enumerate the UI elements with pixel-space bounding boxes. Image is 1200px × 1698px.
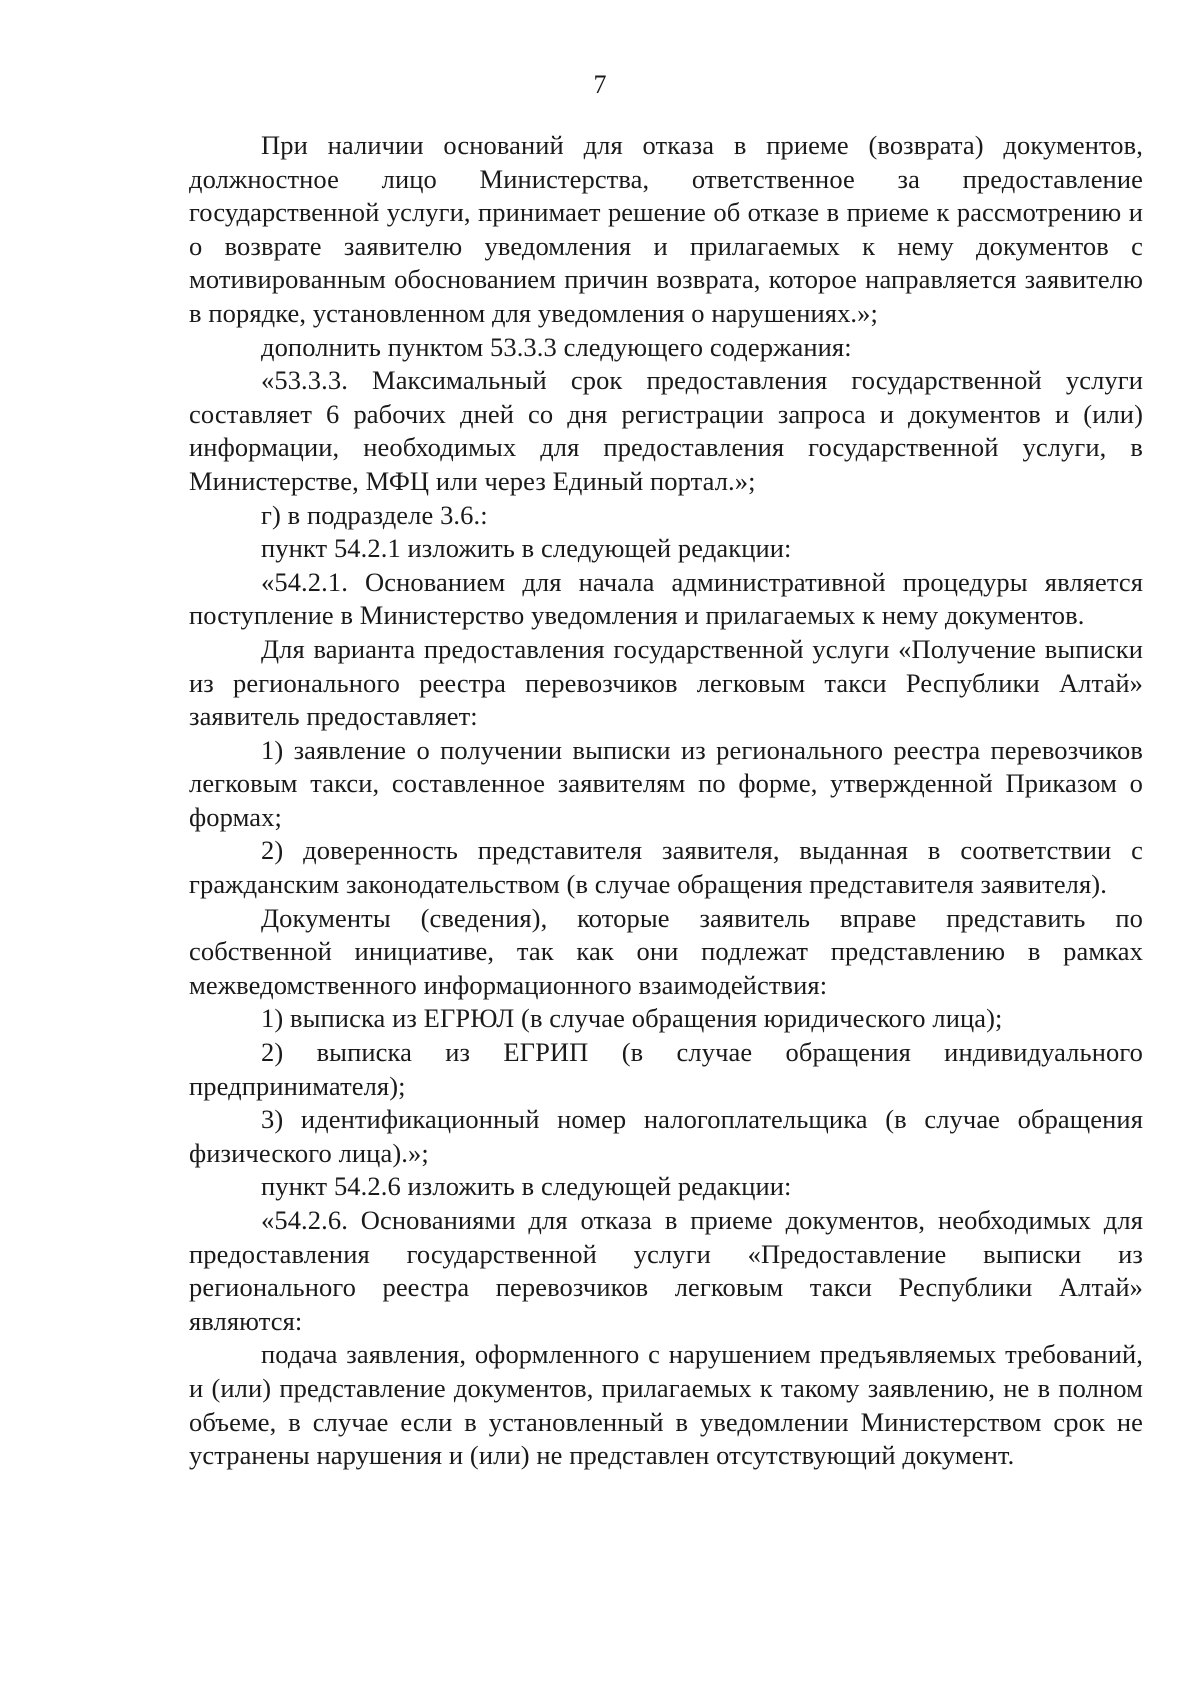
list-item-egrul: 1) выписка из ЕГРЮЛ (в случае обращения юридического лица); [261,1003,1003,1034]
paragraph-54-2-1-intro: пункт 54.2.1 изложить в следующей редакции: [261,533,792,564]
list-item-power-of-attorney: 2) доверенность представителя заявителя, выданная в соответствии с гражданским законодательством (в случае обращения представителя заявителя). [189,835,1143,900]
paragraph-refusal-grounds: При наличии оснований для отказа в приеме (возврата) документов, должностное лицо Министерства, ответственное за предоставление государственной услуги, принимает решение об отказе в приеме к рассмотрению и о возврате заявителю уведомления и прилагаемых к нему документов с мотивированным обоснованием причин возврата, которое направляется заявителю в порядке, установленном для уведомления о нарушениях.»; [189,130,1143,328]
paragraph-54-2-1: «54.2.1. Основанием для начала административной процедуры является поступление в Министерство уведомления и прилагаемых к нему документов. [189,566,1143,631]
paragraph-54-2-6: «54.2.6. Основаниями для отказа в приеме документов, необходимых для предоставления государственной услуги «Предоставление выписки из регионального реестра перевозчиков легковым такси Республики Алтай» являются: [189,1205,1143,1336]
page-number: 7 [593,70,607,99]
document-body [189,129,1143,1473]
paragraph-variant-intro: Для варианта предоставления государственной услуги «Получение выписки из регионального реестра перевозчиков легковым такси Республики Алтай» заявитель предоставляет: [189,633,1143,732]
paragraph-subsection-3-6: г) в подразделе 3.6.: [261,499,488,530]
list-item-inn: 3) идентификационный номер налогоплательщика (в случае обращения физического лица).»; [189,1104,1143,1168]
paragraph-54-2-6-intro: пункт 54.2.6 изложить в следующей редакции: [261,1171,792,1202]
list-item-egrip: 2) выписка из ЕГРИП (в случае обращения индивидуального предпринимателя); [189,1037,1143,1101]
paragraph-submission-violation: подача заявления, оформленного с нарушением предъявляемых требований, и (или) представление документов, прилагаемых к такому заявлению, не в полном объеме, в случае если в установленный в уведомлении Министерством срок не устранены нарушения и (или) не представлен отсутствующий документ. [189,1339,1143,1471]
paragraph-add-53-3-3: дополнить пунктом 53.3.3 следующего содержания: [261,331,852,362]
list-item-application: 1) заявление о получении выписки из регионального реестра перевозчиков легковым такси, составленное заявителям по форме, утвержденной Приказом о формах; [189,734,1143,832]
paragraph-documents-own-initiative: Документы (сведения), которые заявитель вправе представить по собственной инициативе, так как они подлежат представлению в рамках межведомственного информационного взаимодействия: [189,902,1143,1000]
paragraph-53-3-3: «53.3.3. Максимальный срок предоставления государственной услуги составляет 6 рабочих дней со дня регистрации запроса и документов и (или) информации, необходимых для предоставления государственной услуги, в Министерстве, МФЦ или через Единый портал.»; [189,365,1143,496]
